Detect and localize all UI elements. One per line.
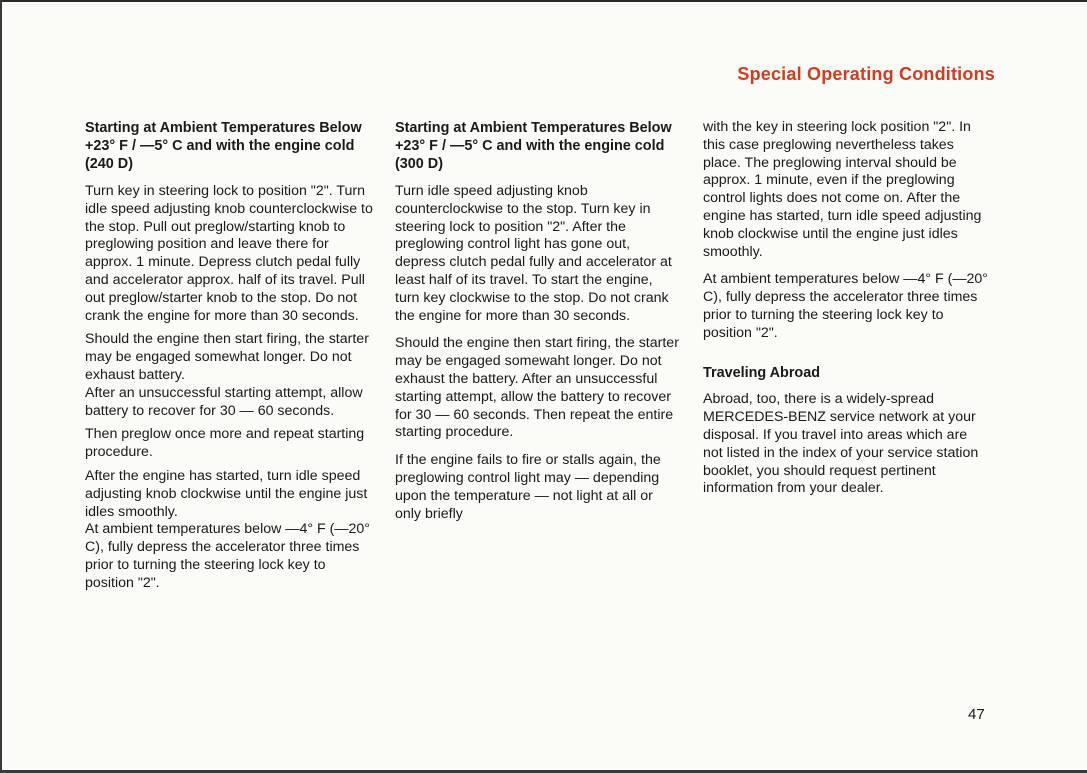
traveling-abroad-heading: Traveling Abroad (703, 364, 821, 381)
section-title: Special Operating Conditions (737, 64, 995, 84)
column1-heading: Starting at Ambient Temperatures Below +23° F / —5° C and with the engine cold (240 D) (85, 120, 362, 172)
column3-paragraph: with the key in steering lock position "2". In this case preglowing nevertheless takes place. The preglowing interval should be approx. 1 minute, even if the preglowing control lights does not come on. After the engine has started, turn idle speed adjusting knob clockwise until the engine just idles smoothly. (703, 119, 982, 260)
column1-paragraph: Turn key in steering lock to position "2". Turn idle speed adjusting knob counterclockwise to the stop. Pull out preglow/starting knob to preglowing position and leave there for approx. 1 minute. Depress clutch pedal fully and accelerator approx. half of its travel. Pull out preglow/starter knob to the stop. Do not crank the engine for more than 30 seconds. (85, 183, 373, 324)
column2-paragraph: Should the engine then start firing, the starter may be engaged somewaht longer. Do not exhaust the battery. After an unsuccessful starting attempt, allow the battery to recover for 30 — 60 seconds. Then repeat the entire starting procedure. (395, 335, 679, 441)
column2-heading: Starting at Ambient Temperatures Below +23° F / —5° C and with the engine cold (300 D) (395, 120, 672, 172)
column-continued (703, 119, 988, 504)
column-240d (85, 119, 375, 599)
column2-paragraph: Turn idle speed adjusting knob counterclockwise to the stop. Turn key in steering lock to position "2". After the preglowing control light has gone out, depress clutch pedal fully and accelerator at least half of its travel. To start the engine, turn key clockwise to the stop. Do not crank the engine for more than 30 seconds. (395, 183, 672, 324)
column-300d (395, 119, 680, 529)
column3-paragraph: At ambient temperatures below —4° F (—20° C), fully depress the accelerator three times prior to turning the steering lock key to position "2". (703, 271, 988, 341)
column2-paragraph: If the engine fails to fire or stalls again, the preglowing control light may — depending upon the temperature — not light at all or only briefly (395, 452, 661, 522)
column1-paragraph: Should the engine then start firing, the starter may be engaged somewhat longer. Do not exhaust battery. (85, 331, 369, 383)
column1-paragraph: After the engine has started, turn idle speed adjusting knob clockwise until the engine just idles smoothly. (85, 467, 368, 520)
column1-paragraph: After an unsuccessful starting attempt, allow battery to recover for 30 — 60 seconds. (85, 384, 363, 419)
page-left-edge (0, 0, 2, 773)
page-number: 47 (968, 706, 985, 723)
column1-paragraph: Then preglow once more and repeat starting procedure. (85, 426, 365, 461)
page-top-edge (0, 0, 1087, 2)
traveling-abroad-paragraph: Abroad, too, there is a widely-spread MERCEDES-BENZ service network at your disposal. If you travel into areas which are not listed in the index of your service station booklet, you should request pertinent information from your dealer. (703, 391, 979, 497)
column1-paragraph: At ambient temperatures below —4° F (—20° C), fully depress the accelerator three times prior to turning the steering lock key to position "2". (85, 521, 370, 591)
